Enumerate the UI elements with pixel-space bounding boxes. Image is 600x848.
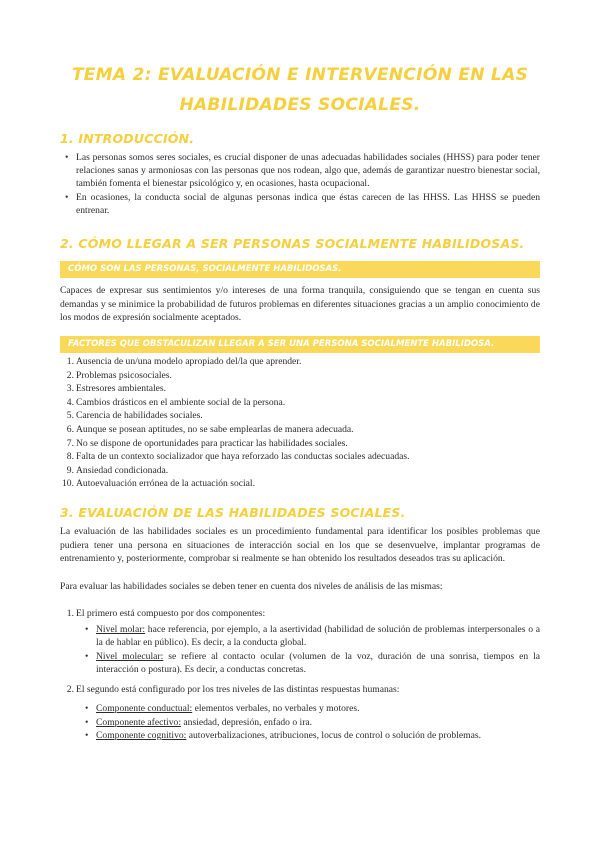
section-3-paragraph-2: Para evaluar las habilidades sociales se deben tener en cuenta dos niveles de análisis de las mismas: (60, 581, 443, 592)
section-2-paragraph: Capaces de expresar sus sentimientos y/o intereses de una forma tranquila, consiguiendo que se tengan en cuenta sus demandas y se minimice la probabilidad de futuros problemas en diferentes situaciones gracias a un amplio conocimiento de los modos de expresión socialmente aceptados. (60, 285, 540, 323)
list-item: 2. El segundo está configurado por los tres niveles de las distintas respuestas humanas: • Componente conductual: elementos verbales, no verbales y motores. • Componente afectivo: ansiedad, depresión, enfado o ira. • Componente cognitivo: autoverbalizaciones, atribuciones, locus de control o solución de problemas. (76, 683, 540, 743)
list-item: 5. Carencia de habilidades sociales. (66, 410, 203, 422)
subsection-bar-1: CÓMO SON LAS PERSONAS, SOCIALMENTE HABILIDOSAS. (60, 261, 540, 278)
factors-list-block (62, 355, 540, 491)
levels-list (66, 607, 540, 743)
list-item: 10. Autoevaluación errónea de la actuación social. (62, 478, 255, 490)
list-item: 1. Ausencia de un/una modelo apropiado del/la que aprender. (66, 356, 302, 367)
sublist (96, 623, 540, 677)
list-item: 6. Aunque se posean aptitudes, no se sabe emplearlas de manera adecuada. (66, 423, 354, 435)
levels-list-block (66, 607, 540, 743)
section-2-heading: 2. CÓMO LLEGAR A SER PERSONAS SOCIALMENTE HABILIDOSAS. (60, 236, 525, 251)
list-item: 3. Estresores ambientales. (66, 383, 167, 395)
list-item: 2. Problemas psicosociales. (66, 369, 172, 381)
list-item: • Nivel molar: hace referencia, por ejemplo, a la asertividad (habilidad de solución de problemas interpersonales o a la de hablar en público). Es decir, a la conducta global. (96, 623, 540, 650)
section-1-heading: 1. INTRODUCCIÓN. (60, 131, 195, 146)
section-3-paragraph-1: La evaluación de las habilidades sociales es un procedimiento fundamental para identificar los posibles problemas que pudiera tener una persona en situaciones de interacción social en los que se desenvuelve, implantar programas de entrenamiento y, posteriormente, comprobar si realmente se han obtenido los resultados deseados tras su aplicación. (60, 526, 540, 564)
subsection-bar-2: FACTORES QUE OBSTACULIZAN LLEGAR A SER UNA PERSONA SOCIALMENTE HABILIDOSA. (60, 336, 540, 353)
list-item: • En ocasiones, la conducta social de algunas personas indica que éstas carecen de las HHSS. Las HHSS se pueden entrenar. (76, 191, 540, 217)
list-item: • Nivel molecular: se refiere al contacto ocular (volumen de la voz, duración de una sonrisa, tiempos en la interacción o postura). Es decir, a conductas concretas. (96, 650, 540, 677)
list-item: • Componente conductual: elementos verbales, no verbales y motores. (96, 702, 540, 716)
page-title (40, 60, 560, 120)
list-item: 8. Falta de un contexto socializador que haya reforzado las conductas sociales adecuadas. (66, 451, 410, 463)
list-item: • Componente cognitivo: autoverbalizaciones, atribuciones, locus de control o solución de problemas. (96, 729, 540, 743)
section-1-body (76, 151, 540, 217)
sublist (96, 702, 540, 743)
list-item: 1. El primero está compuesto por dos componentes: • Nivel molar: hace referencia, por ejemplo, a la asertividad (habilidad de solución de problemas interpersonales o a la de hablar en público). Es decir, a la conducta global. • Nivel molecular: se refiere al contacto ocular (volumen de la voz, duración de una sonrisa, tiempos en la interacción o postura). Es decir, a conductas concretas. (76, 607, 540, 677)
factors-list (62, 355, 540, 491)
section-3-heading: 3. EVALUACIÓN DE LAS HABILIDADES SOCIALES. (60, 505, 406, 520)
title-line-2: HABILIDADES SOCIALES. (179, 95, 421, 115)
intro-list (76, 151, 540, 217)
list-item: • Componente afectivo: ansiedad, depresión, enfado o ira. (96, 716, 540, 730)
list-item: 9. Ansiedad condicionada. (66, 464, 169, 476)
list-item: • Las personas somos seres sociales, es crucial disponer de unas adecuadas habilidades sociales (HHSS) para poder tener relaciones sanas y armoniosas con las personas que nos rodean, algo que, además de garantizar nuestro bienestar social, también fomenta el bienestar psicológico y, en ocasiones, hasta ocupacional. (76, 151, 540, 191)
list-item: 4. Cambios drásticos en el ambiente social de la persona. (66, 396, 286, 408)
list-item: 7. No se dispone de oportunidades para practicar las habilidades sociales. (66, 437, 348, 449)
title-line-1: TEMA 2: EVALUACIÓN E INTERVENCIÓN EN LAS (71, 65, 529, 85)
